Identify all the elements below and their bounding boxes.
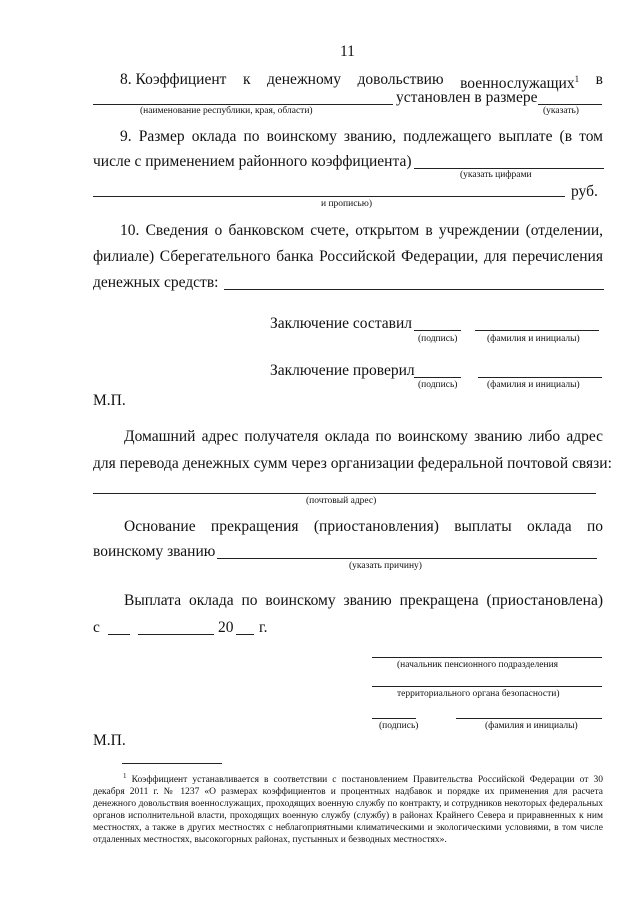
termination-line1: Основание прекращения (приостановления) выплаты оклада по [124,518,603,535]
hint-signature: (подпись) [418,334,458,344]
footnote-separator [122,763,222,764]
hint-name: (фамилия и инициалы) [487,380,580,390]
month-field[interactable] [138,634,214,635]
stopped-line1: Выплата оклада по воинскому званию прекращена (приостановлена) [124,592,603,609]
item8-lead: 8. Коэффициент [120,71,227,88]
address-line2: для перевода денежных сумм через организации федеральной почтовой связи: [93,455,612,472]
footnote [93,770,603,846]
conclusion-checked-label: Заключение проверил [270,362,415,379]
salary-digits-field[interactable] [414,168,604,169]
page-number: 11 [340,43,355,60]
region-field[interactable] [93,104,393,105]
hint-signature: (подпись) [418,380,458,390]
hint-postal-address: (почтовый адрес) [306,496,377,506]
day-field[interactable] [108,634,130,635]
termination-line2: воинскому званию [93,543,216,560]
hint-signature: (подпись) [379,721,419,731]
checked-name-field[interactable] [478,377,602,378]
item10-line1: 10. Сведения о банковском счете, открытом в учреждении (отделении, [120,222,603,239]
address-line1: Домашний адрес получателя оклада по воинскому званию либо адрес [124,428,603,445]
item10-line2: филиале) Сберегательного банка Российской Федерации, для перечисления [93,248,603,265]
year-suffix: г. [259,619,268,636]
item8-word: денежному [267,71,341,88]
hint-name: (фамилия и инициалы) [485,721,578,731]
year-prefix: 20 [218,619,234,636]
hint-specify: (указать) [543,106,579,116]
item8-word: в [595,71,603,88]
footnote-mark: 1 [574,74,580,84]
termination-reason-field[interactable] [217,558,597,559]
item9-line2: числе с применением районного коэффициента) [93,153,412,170]
hint-digits: (указать цифрами [460,170,532,180]
coefficient-field[interactable] [538,104,602,105]
postal-address-field[interactable] [93,493,596,494]
compiled-signature-field[interactable] [414,330,461,331]
footnote-text: Коэффициент устанавливается в соответствии с постановлением Правительства Российской Федерации от 30 декабря 2011 г. № 1237 «О размерах коэффициентов и процентных надбавок и порядке их применения для расчета денежного довольствия военнослужащих, проходящих военную службу по контракту, и сотрудников некоторых федеральных органов исполнительной власти, проходящих военную службу (службу) в районах Крайнего Севера и приравненных к ним местностях, а также в других местностях с неблагоприятными климатическими и экологическими условиями, в том числе отдаленных местностях, высокогорных районах, пустынных и безводных местностях». [93,775,603,846]
head-signature-field[interactable] [372,718,416,719]
hint-region: (наименование республики, края, области) [140,106,313,116]
from-label: с [93,619,100,636]
head-title-field-2[interactable] [372,686,602,687]
bank-account-field[interactable] [224,289,604,290]
checked-signature-field[interactable] [414,377,461,378]
compiled-name-field[interactable] [475,330,599,331]
footnote-mark: 1 [123,772,127,780]
hint-reason: (указать причину) [349,561,422,571]
item10-line3: денежных средств: [93,274,219,291]
item8-word: к [242,71,251,88]
hint-name: (фамилия и инициалы) [487,334,580,344]
year-field[interactable] [236,634,254,635]
established-label: установлен в размере [396,89,538,106]
head-title-field[interactable] [372,657,602,658]
head-title-line1: (начальник пенсионного подразделения [397,660,559,670]
seal-mark-2: М.П. [93,732,126,749]
conclusion-compiled-label: Заключение составил [270,315,413,332]
head-name-field[interactable] [456,718,602,719]
seal-mark: М.П. [93,392,126,409]
head-title-line2: территориального органа безопасности) [397,689,560,699]
item8-word: военнослужащих$^1$ [460,74,580,93]
item8-word: довольствию [357,71,444,88]
currency-label: руб. [571,183,598,200]
salary-words-field[interactable] [93,196,565,197]
item9-line1: 9. Размер оклада по воинскому званию, подлежащего выплате (в том [120,128,603,145]
hint-words: и прописью) [321,199,373,209]
